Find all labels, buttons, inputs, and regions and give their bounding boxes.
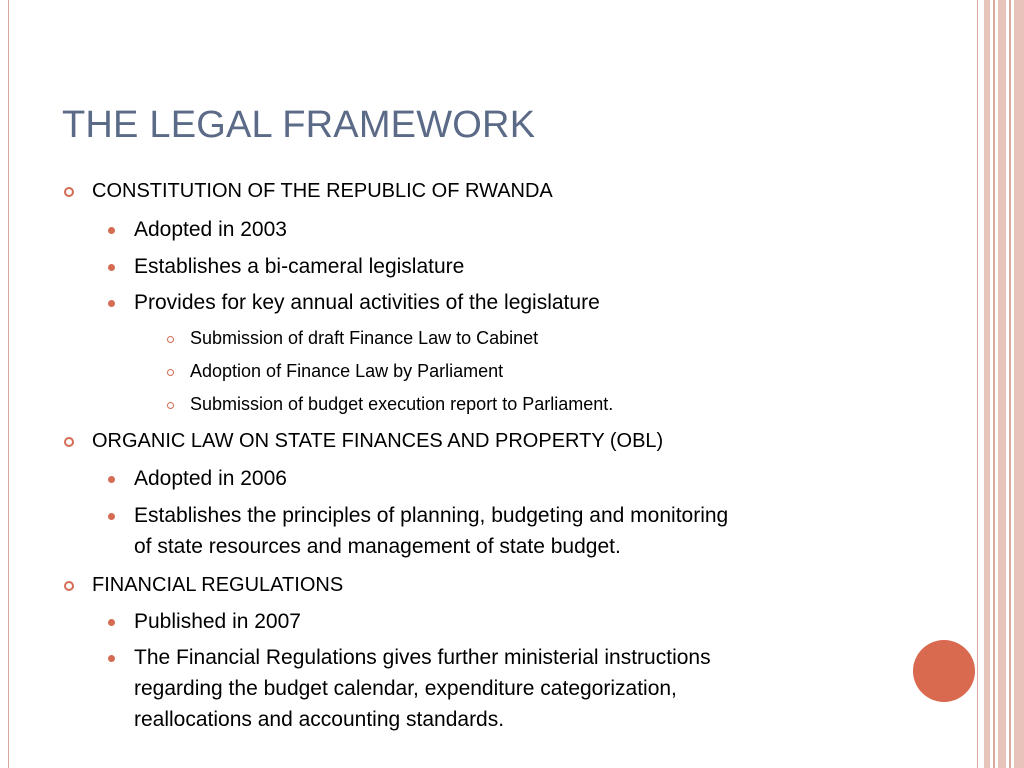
sub-list-item: Adoption of Finance Law by Parliament	[190, 361, 504, 381]
list-item-line: regarding the budget calendar, expenditure categorization,	[134, 677, 677, 700]
list-item: Published in 2007	[134, 610, 301, 633]
decor-circle	[913, 640, 975, 702]
list-item: Establishes a bi-cameral legislature	[134, 255, 465, 278]
decor-stripe	[998, 0, 1006, 768]
list-item: Adopted in 2003	[134, 218, 287, 241]
level2-bullet-icon	[108, 227, 115, 234]
list-item-line: Establishes the principles of planning, budgeting and monitoring	[134, 504, 729, 527]
sub-list-item: Submission of budget execution report to Parliament.	[190, 394, 614, 414]
sub-list-item: Submission of draft Finance Law to Cabinet	[190, 328, 539, 348]
level2-bullet-icon	[108, 655, 115, 662]
decor-stripe	[1014, 0, 1024, 768]
level1-bullet-icon	[64, 187, 74, 197]
level2-bullet-icon	[108, 513, 115, 520]
decor-stripe	[1009, 0, 1011, 768]
section-heading: FINANCIAL REGULATIONS	[92, 574, 344, 596]
list-item: Adopted in 2006	[134, 467, 287, 490]
list-item: Provides for key annual activities of the legislature	[134, 291, 600, 314]
decor-stripe	[993, 0, 995, 768]
level1-bullet-icon	[64, 437, 74, 447]
list-item-line: of state resources and management of state budget.	[134, 535, 621, 558]
decor-stripe	[984, 0, 990, 768]
list-item-line: reallocations and accounting standards.	[134, 708, 505, 731]
list-item-line: The Financial Regulations gives further ministerial instructions	[134, 646, 711, 669]
level2-bullet-icon	[108, 300, 115, 307]
level3-bullet-icon	[167, 369, 174, 376]
level1-bullet-icon	[64, 581, 74, 591]
level2-bullet-icon	[108, 476, 115, 483]
section-heading: CONSTITUTION OF THE REPUBLIC OF RWANDA	[92, 180, 553, 202]
section-heading: ORGANIC LAW ON STATE FINANCES AND PROPERTY (OBL)	[92, 430, 664, 452]
slide-title: THE LEGAL FRAMEWORK	[62, 104, 536, 146]
left-border-line	[8, 0, 9, 768]
decor-stripe	[977, 0, 978, 768]
level3-bullet-icon	[167, 336, 174, 343]
level2-bullet-icon	[108, 264, 115, 271]
level2-bullet-icon	[108, 619, 115, 626]
level3-bullet-icon	[167, 402, 174, 409]
